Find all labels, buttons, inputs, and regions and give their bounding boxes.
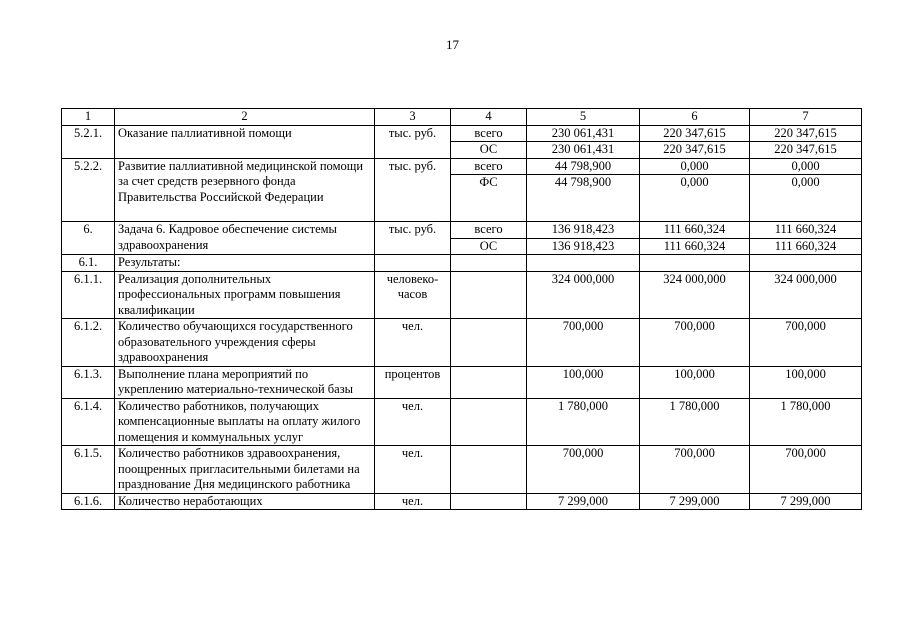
row-source — [451, 271, 527, 319]
row-name: Развитие паллиативной медицинской помощи за счет средств резервного фонда Правительства Российской Федерации — [115, 158, 375, 222]
row-name: Количество обучающихся государственного образовательного учреждения сферы здравоохранения — [115, 319, 375, 367]
row-unit: процентов — [375, 366, 451, 398]
table-row — [62, 319, 862, 367]
row-source: всего — [451, 222, 527, 239]
row-value-6: 100,000 — [640, 366, 750, 398]
row-code: 5.2.2. — [62, 158, 115, 222]
column-header: 2 — [115, 109, 375, 126]
column-header: 3 — [375, 109, 451, 126]
row-name: Количество работников здравоохранения, поощренных пригласительными билетами на празднование Дня медицинского работника — [115, 446, 375, 494]
table-row — [62, 366, 862, 398]
row-source: всего — [451, 158, 527, 175]
row-value-7: 111 660,324 — [750, 238, 862, 255]
row-unit: тыс. руб. — [375, 125, 451, 158]
row-source: ОС — [451, 142, 527, 159]
row-value-5: 700,000 — [527, 446, 640, 494]
row-value-7 — [750, 255, 862, 272]
table-row — [62, 222, 862, 239]
row-source — [451, 446, 527, 494]
row-code: 6.1. — [62, 255, 115, 272]
column-header: 7 — [750, 109, 862, 126]
row-value-5: 136 918,423 — [527, 222, 640, 239]
row-value-6: 111 660,324 — [640, 222, 750, 239]
row-code: 6.1.5. — [62, 446, 115, 494]
row-unit: тыс. руб. — [375, 222, 451, 255]
column-header: 5 — [527, 109, 640, 126]
row-unit: чел. — [375, 319, 451, 367]
row-unit: чел. — [375, 398, 451, 446]
row-source: ФС — [451, 175, 527, 222]
row-value-7: 700,000 — [750, 319, 862, 367]
row-value-6: 220 347,615 — [640, 142, 750, 159]
row-source: всего — [451, 125, 527, 142]
column-header: 4 — [451, 109, 527, 126]
table-row — [62, 398, 862, 446]
row-source — [451, 319, 527, 367]
row-value-7: 220 347,615 — [750, 125, 862, 142]
row-value-7: 220 347,615 — [750, 142, 862, 159]
row-name: Выполнение плана мероприятий по укреплению материально-технической базы — [115, 366, 375, 398]
row-code: 6.1.6. — [62, 493, 115, 510]
row-value-7: 7 299,000 — [750, 493, 862, 510]
row-value-5: 44 798,900 — [527, 175, 640, 222]
row-value-6: 700,000 — [640, 446, 750, 494]
row-value-7: 1 780,000 — [750, 398, 862, 446]
row-value-5: 324 000,000 — [527, 271, 640, 319]
indicators-table — [61, 108, 862, 510]
row-value-6 — [640, 255, 750, 272]
table-row — [62, 446, 862, 494]
row-value-7: 700,000 — [750, 446, 862, 494]
row-value-6: 111 660,324 — [640, 238, 750, 255]
row-source — [451, 493, 527, 510]
row-value-5: 1 780,000 — [527, 398, 640, 446]
row-source — [451, 366, 527, 398]
page-number: 17 — [446, 37, 459, 52]
row-value-6: 0,000 — [640, 175, 750, 222]
table-row — [62, 125, 862, 142]
row-value-6: 1 780,000 — [640, 398, 750, 446]
row-value-7: 0,000 — [750, 175, 862, 222]
row-value-7: 324 000,000 — [750, 271, 862, 319]
row-name: Реализация дополнительных профессиональных программ повышения квалификации — [115, 271, 375, 319]
row-value-5 — [527, 255, 640, 272]
row-source — [451, 398, 527, 446]
row-value-6: 324 000,000 — [640, 271, 750, 319]
row-value-6: 700,000 — [640, 319, 750, 367]
column-header: 6 — [640, 109, 750, 126]
row-value-7: 100,000 — [750, 366, 862, 398]
table-row — [62, 271, 862, 319]
row-value-6: 220 347,615 — [640, 125, 750, 142]
row-code: 6.1.2. — [62, 319, 115, 367]
row-value-5: 7 299,000 — [527, 493, 640, 510]
row-source — [451, 255, 527, 272]
row-name: Оказание паллиативной помощи — [115, 125, 375, 158]
row-code: 5.2.1. — [62, 125, 115, 158]
row-unit: человеко-часов — [375, 271, 451, 319]
row-value-6: 0,000 — [640, 158, 750, 175]
row-source: ОС — [451, 238, 527, 255]
row-code: 6. — [62, 222, 115, 255]
row-unit: тыс. руб. — [375, 158, 451, 222]
row-value-6: 7 299,000 — [640, 493, 750, 510]
row-name: Количество работников, получающих компенсационные выплаты на оплату жилого помещения и коммунальных услуг — [115, 398, 375, 446]
row-name: Задача 6. Кадровое обеспечение системы здравоохранения — [115, 222, 375, 255]
row-name: Количество неработающих — [115, 493, 375, 510]
row-name: Результаты: — [115, 255, 375, 272]
row-value-7: 111 660,324 — [750, 222, 862, 239]
column-header: 1 — [62, 109, 115, 126]
row-value-5: 100,000 — [527, 366, 640, 398]
row-code: 6.1.1. — [62, 271, 115, 319]
row-code: 6.1.4. — [62, 398, 115, 446]
table-row — [62, 255, 862, 272]
table-row — [62, 158, 862, 175]
row-unit: чел. — [375, 446, 451, 494]
row-value-5: 230 061,431 — [527, 142, 640, 159]
row-value-5: 136 918,423 — [527, 238, 640, 255]
row-value-5: 230 061,431 — [527, 125, 640, 142]
table-row — [62, 493, 862, 510]
row-unit: чел. — [375, 493, 451, 510]
row-unit — [375, 255, 451, 272]
row-value-5: 700,000 — [527, 319, 640, 367]
row-value-7: 0,000 — [750, 158, 862, 175]
header-row — [62, 109, 862, 126]
row-value-5: 44 798,900 — [527, 158, 640, 175]
row-code: 6.1.3. — [62, 366, 115, 398]
